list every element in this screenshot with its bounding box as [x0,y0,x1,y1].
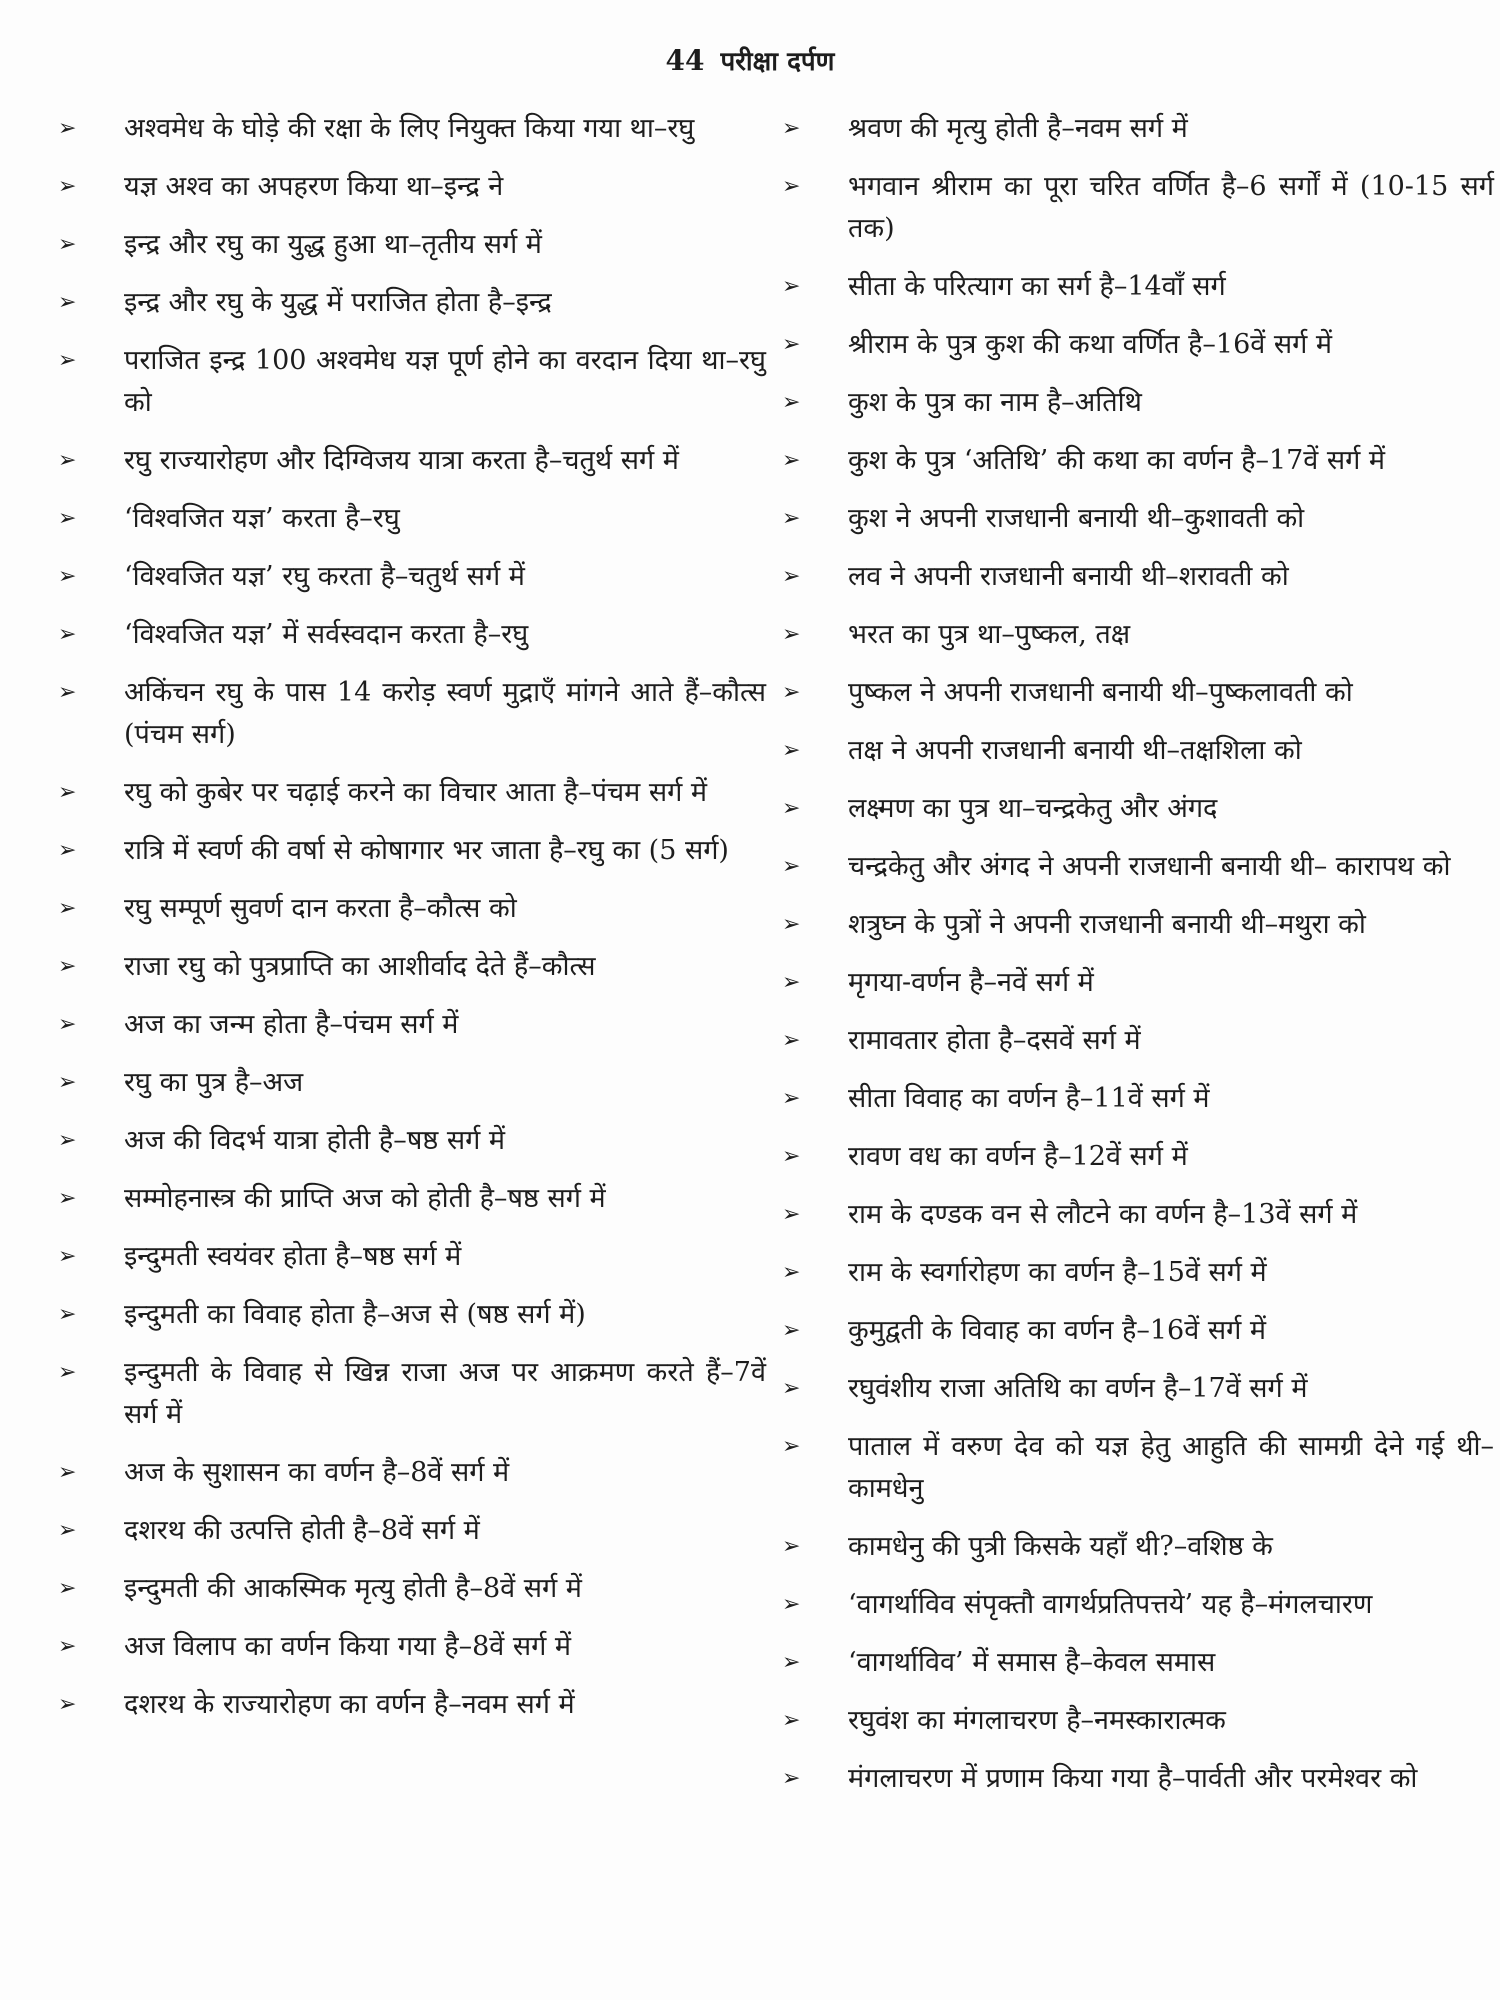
arrow-bullet-icon: ➢ [782,174,801,199]
left-column [58,108,766,1742]
arrow-bullet-icon: ➢ [782,448,801,473]
list-item [782,788,1494,830]
list-item-text: कुश के पुत्र ‘अतिथि’ की कथा का वर्णन है–17वें सर्ग में [848,445,1386,476]
list-item-text: रात्रि में स्वर्ण की वर्षा से कोषागार भर जाता है–रघु का (5 सर्ग) [124,835,729,866]
list-item [58,224,766,266]
arrow-bullet-icon: ➢ [58,1360,77,1385]
list-item-text: ‘विश्वजित यज्ञ’ करता है–रघु [124,503,400,534]
list-item-text: पाताल में वरुण देव को यज्ञ हेतु आहुति की सामग्री देने गई थी–कामधेनु [848,1431,1494,1504]
list-item [58,340,766,424]
arrow-bullet-icon: ➢ [58,780,77,805]
arrow-bullet-icon: ➢ [782,1260,801,1285]
list-item-text: इन्दुमती के विवाह से खिन्न राजा अज पर आक्रमण करते हैं–7वें सर्ग में [124,1357,766,1430]
list-item-text: कुश के पुत्र का नाम है–अतिथि [848,387,1142,418]
arrow-bullet-icon: ➢ [58,1012,77,1037]
list-item [782,382,1494,424]
list-item-text: रघुवंश का मंगलाचरण है–नमस्कारात्मक [848,1705,1226,1736]
list-item [58,672,766,756]
list-item [782,440,1494,482]
list-item [782,266,1494,308]
arrow-bullet-icon: ➢ [782,1708,801,1733]
arrow-bullet-icon: ➢ [58,448,77,473]
list-item [58,1568,766,1610]
arrow-bullet-icon: ➢ [782,332,801,357]
list-item-text: मृगया-वर्णन है–नवें सर्ग में [848,967,1094,998]
list-item-text: मंगलाचरण में प्रणाम किया गया है–पार्वती और परमेश्वर को [848,1763,1418,1794]
list-item [782,904,1494,946]
page-number: 44 [665,44,705,77]
list-item [782,730,1494,772]
arrow-bullet-icon: ➢ [782,1318,801,1343]
list-item-text: यज्ञ अश्व का अपहरण किया था–इन्द्र ने [124,171,504,202]
list-item-text: रघुवंशीय राजा अतिथि का वर्णन है–17वें सर्ग में [848,1373,1308,1404]
arrow-bullet-icon: ➢ [58,1244,77,1269]
list-item [58,1684,766,1726]
arrow-bullet-icon: ➢ [782,506,801,531]
list-item [782,1368,1494,1410]
list-item [58,282,766,324]
list-item [58,1236,766,1278]
list-item [58,1120,766,1162]
arrow-bullet-icon: ➢ [782,1144,801,1169]
arrow-bullet-icon: ➢ [58,116,77,141]
list-item [58,1062,766,1104]
list-item [58,830,766,872]
arrow-bullet-icon: ➢ [782,970,801,995]
list-item-text: भगवान श्रीराम का पूरा चरित वर्णित है–6 सर्गों में (10-15 सर्ग तक) [848,171,1494,244]
list-item-text: ‘वागर्थाविव’ में समास है–केवल समास [848,1647,1216,1678]
arrow-bullet-icon: ➢ [782,390,801,415]
arrow-bullet-icon: ➢ [782,738,801,763]
list-item [782,1584,1494,1626]
list-item-text: रघु सम्पूर्ण सुवर्ण दान करता है–कौत्स को [124,893,517,924]
list-item-text: इन्द्र और रघु के युद्ध में पराजित होता है–इन्द्र [124,287,552,318]
list-item [782,1526,1494,1568]
arrow-bullet-icon: ➢ [58,506,77,531]
arrow-bullet-icon: ➢ [58,290,77,315]
list-item-text: राम के स्वर्गारोहण का वर्णन है–15वें सर्ग में [848,1257,1267,1288]
arrow-bullet-icon: ➢ [58,1576,77,1601]
arrow-bullet-icon: ➢ [782,1434,801,1459]
arrow-bullet-icon: ➢ [58,348,77,373]
list-item-text: अकिंचन रघु के पास 14 करोड़ स्वर्ण मुद्राएँ मांगने आते हैं–कौत्स (पंचम सर्ग) [124,677,766,750]
arrow-bullet-icon: ➢ [58,1128,77,1153]
list-item [782,962,1494,1004]
list-item [58,1352,766,1436]
arrow-bullet-icon: ➢ [782,564,801,589]
list-item-text: श्रवण की मृत्यु होती है–नवम सर्ग में [848,113,1188,144]
list-item [782,1310,1494,1352]
arrow-bullet-icon: ➢ [782,622,801,647]
arrow-bullet-icon: ➢ [58,680,77,705]
list-item-text: कुश ने अपनी राजधानी बनायी थी–कुशावती को [848,503,1305,534]
arrow-bullet-icon: ➢ [782,274,801,299]
arrow-bullet-icon: ➢ [782,680,801,705]
arrow-bullet-icon: ➢ [782,1202,801,1227]
arrow-bullet-icon: ➢ [782,854,801,879]
list-item-text: भरत का पुत्र था–पुष्कल, तक्ष [848,619,1131,650]
list-item-text: कुमुद्वती के विवाह का वर्णन है–16वें सर्ग में [848,1315,1267,1346]
list-item-text: इन्दुमती स्वयंवर होता है–षष्ठ सर्ग में [124,1241,462,1272]
list-item-text: इन्दुमती की आकस्मिक मृत्यु होती है–8वें सर्ग में [124,1573,582,1604]
arrow-bullet-icon: ➢ [782,1028,801,1053]
arrow-bullet-icon: ➢ [58,1302,77,1327]
book-title: परीक्षा दर्पण [720,47,835,77]
list-item [58,1004,766,1046]
list-item [782,1194,1494,1236]
list-item [58,440,766,482]
page-header [0,44,1500,79]
arrow-bullet-icon: ➢ [58,954,77,979]
list-item-text: रामावतार होता है–दसवें सर्ग में [848,1025,1141,1056]
arrow-bullet-icon: ➢ [58,1634,77,1659]
list-item-text: सीता विवाह का वर्णन है–11वें सर्ग में [848,1083,1210,1114]
list-item [58,888,766,930]
list-item-text: अज विलाप का वर्णन किया गया है–8वें सर्ग में [124,1631,572,1662]
right-column [782,108,1494,1816]
arrow-bullet-icon: ➢ [58,1186,77,1211]
list-item [58,556,766,598]
list-item [58,1626,766,1668]
arrow-bullet-icon: ➢ [58,232,77,257]
list-item-text: ‘विश्वजित यज्ञ’ में सर्वस्वदान करता है–रघु [124,619,529,650]
list-item [782,846,1494,888]
list-item [782,556,1494,598]
list-item-text: पुष्कल ने अपनी राजधानी बनायी थी–पुष्कलावती को [848,677,1353,708]
list-item [58,946,766,988]
list-item [782,1252,1494,1294]
arrow-bullet-icon: ➢ [782,116,801,141]
list-item [58,772,766,814]
list-item [782,614,1494,656]
arrow-bullet-icon: ➢ [58,174,77,199]
list-item [782,108,1494,150]
list-item-text: श्रीराम के पुत्र कुश की कथा वर्णित है–16वें सर्ग में [848,329,1333,360]
arrow-bullet-icon: ➢ [782,796,801,821]
arrow-bullet-icon: ➢ [782,1592,801,1617]
list-item [782,166,1494,250]
list-item [58,166,766,208]
list-item-text: दशरथ की उत्पत्ति होती है–8वें सर्ग में [124,1515,480,1546]
arrow-bullet-icon: ➢ [58,564,77,589]
list-item [782,1642,1494,1684]
list-item-text: इन्द्र और रघु का युद्ध हुआ था–तृतीय सर्ग में [124,229,542,260]
list-item [782,672,1494,714]
list-item-text: ‘विश्वजित यज्ञ’ रघु करता है–चतुर्थ सर्ग में [124,561,525,592]
list-item [58,1452,766,1494]
arrow-bullet-icon: ➢ [58,1518,77,1543]
list-item [58,498,766,540]
list-item-text: शत्रुघ्न के पुत्रों ने अपनी राजधानी बनायी थी–मथुरा को [848,909,1366,940]
list-item-text: रघु को कुबेर पर चढ़ाई करने का विचार आता है–पंचम सर्ग में [124,777,708,808]
list-item-text: लव ने अपनी राजधानी बनायी थी–शरावती को [848,561,1289,592]
list-item-text: कामधेनु की पुत्री किसके यहाँ थी?–वशिष्ठ के [848,1531,1273,1562]
list-item-text: रघु राज्यारोहण और दिग्विजय यात्रा करता है–चतुर्थ सर्ग में [124,445,679,476]
list-item [782,1078,1494,1120]
arrow-bullet-icon: ➢ [782,912,801,937]
arrow-bullet-icon: ➢ [58,622,77,647]
list-item-text: रावण वध का वर्णन है–12वें सर्ग में [848,1141,1188,1172]
list-item [58,1294,766,1336]
list-item [782,1700,1494,1742]
list-item-text: इन्दुमती का विवाह होता है–अज से (षष्ठ सर्ग में) [124,1299,586,1330]
list-item-text: रघु का पुत्र है–अज [124,1067,304,1098]
arrow-bullet-icon: ➢ [782,1766,801,1791]
list-item-text: अज के सुशासन का वर्णन है–8वें सर्ग में [124,1457,510,1488]
list-item-text: तक्ष ने अपनी राजधानी बनायी थी–तक्षशिला को [848,735,1302,766]
arrow-bullet-icon: ➢ [58,1070,77,1095]
arrow-bullet-icon: ➢ [782,1376,801,1401]
list-item-text: अज की विदर्भ यात्रा होती है–षष्ठ सर्ग में [124,1125,505,1156]
arrow-bullet-icon: ➢ [58,1692,77,1717]
list-item-text: राजा रघु को पुत्रप्राप्ति का आशीर्वाद देते हैं–कौत्स [124,951,596,982]
list-item [58,1178,766,1220]
list-item-text: सम्मोहनास्त्र की प्राप्ति अज को होती है–षष्ठ सर्ग में [124,1183,606,1214]
list-item-text: पराजित इन्द्र 100 अश्वमेध यज्ञ पूर्ण होने का वरदान दिया था–रघु को [124,345,766,418]
arrow-bullet-icon: ➢ [782,1534,801,1559]
list-item-text: अश्वमेध के घोड़े की रक्षा के लिए नियुक्त किया गया था–रघु [124,113,695,144]
list-item [782,498,1494,540]
arrow-bullet-icon: ➢ [58,838,77,863]
list-item [782,1020,1494,1062]
arrow-bullet-icon: ➢ [782,1650,801,1675]
arrow-bullet-icon: ➢ [58,896,77,921]
list-item-text: दशरथ के राज्यारोहण का वर्णन है–नवम सर्ग में [124,1689,575,1720]
list-item [58,614,766,656]
arrow-bullet-icon: ➢ [782,1086,801,1111]
list-item [782,324,1494,366]
list-item [782,1426,1494,1510]
list-item [782,1758,1494,1800]
list-item [58,108,766,150]
list-item-text: अज का जन्म होता है–पंचम सर्ग में [124,1009,459,1040]
list-item-text: सीता के परित्याग का सर्ग है–14वाँ सर्ग [848,271,1226,302]
list-item-text: लक्ष्मण का पुत्र था–चन्द्रकेतु और अंगद [848,793,1218,824]
list-item [58,1510,766,1552]
list-item [782,1136,1494,1178]
list-item-text: चन्द्रकेतु और अंगद ने अपनी राजधानी बनायी थी– कारापथ को [848,851,1451,882]
arrow-bullet-icon: ➢ [58,1460,77,1485]
list-item-text: ‘वागर्थाविव संपृक्तौ वागर्थप्रतिपत्तये’ यह है–मंगलचारण [848,1589,1373,1620]
list-item-text: राम के दण्डक वन से लौटने का वर्णन है–13वें सर्ग में [848,1199,1358,1230]
